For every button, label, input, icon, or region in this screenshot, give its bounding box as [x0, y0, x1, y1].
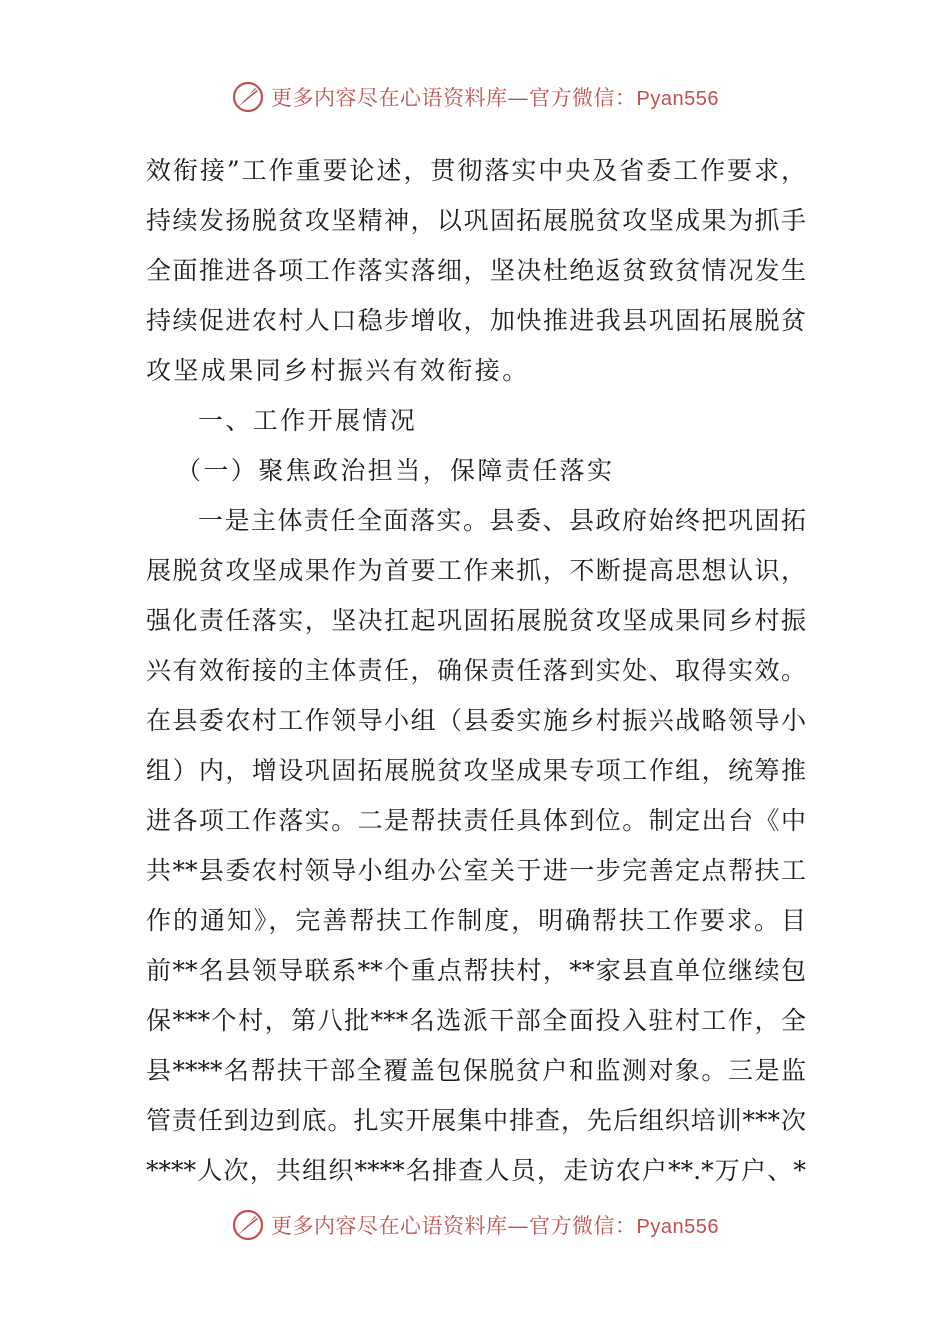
watermark-dash: — — [507, 1214, 530, 1238]
text-line: 进各项工作落实。二是帮扶责任具体到位。制定出台《中 — [146, 806, 806, 835]
watermark-prefix: 更多内容尽在心语资料库 — [271, 1214, 508, 1238]
text-line: 前**名县领导联系**个重点帮扶村，**家县直单位继续包 — [146, 956, 806, 985]
watermark-wechat-id: Pyan556 — [636, 88, 719, 110]
text-line: 攻坚成果同乡村振兴有效衔接。 — [146, 356, 530, 385]
watermark-header — [0, 80, 950, 114]
text-line: 展脱贫攻坚成果作为首要工作来抓，不断提高思想认识， — [146, 556, 806, 585]
text-line: 管责任到边到底。扎实开展集中排查，先后组织培训***次 — [146, 1106, 806, 1135]
text-line: 组）内，增设巩固拓展脱贫攻坚成果专项工作组，统筹推 — [146, 756, 806, 785]
text-line: 持续发扬脱贫攻坚精神，以巩固拓展脱贫攻坚成果为抓手 — [146, 206, 806, 235]
text-line: 在县委农村工作领导小组（县委实施乡村振兴战略领导小 — [146, 706, 806, 735]
text-line: 兴有效衔接的主体责任，确保责任落到实处、取得实效。 — [146, 656, 806, 685]
watermark-text — [271, 1210, 719, 1240]
section-heading: 一、工作开展情况 — [198, 406, 418, 435]
quill-logo-icon — [231, 1208, 265, 1242]
text-line: 作的通知》，完善帮扶工作制度，明确帮扶工作要求。目 — [146, 906, 806, 935]
text-line: 强化责任落实，坚决扛起巩固拓展脱贫攻坚成果同乡村振 — [146, 606, 806, 635]
text-line: 县****名帮扶干部全覆盖包保脱贫户和监测对象。三是监 — [146, 1056, 806, 1085]
text-line: 效衔接”工作重要论述，贯彻落实中央及省委工作要求， — [146, 156, 806, 185]
document-body — [146, 146, 806, 1196]
text-line: 全面推进各项工作落实落细，坚决杜绝返贫致贫情况发生 — [146, 256, 806, 285]
subsection-heading: （一）聚焦政治担当，保障责任落实 — [176, 456, 615, 485]
watermark-footer — [0, 1208, 950, 1242]
text-line: 共**县委农村领导小组办公室关于进一步完善定点帮扶工 — [146, 856, 806, 885]
watermark-wechat-id: Pyan556 — [636, 1216, 719, 1238]
watermark-text — [271, 82, 719, 112]
watermark-dash: — — [507, 86, 530, 110]
watermark-wechat-label: 官方微信： — [529, 86, 637, 110]
watermark-prefix: 更多内容尽在心语资料库 — [271, 86, 508, 110]
text-line: ****人次，共组织****名排查人员，走访农户**.*万户、* — [146, 1156, 806, 1185]
text-line: 一是主体责任全面落实。县委、县政府始终把巩固拓 — [198, 506, 806, 535]
watermark-wechat-label: 官方微信： — [529, 1214, 637, 1238]
quill-logo-icon — [231, 80, 265, 114]
text-line: 保***个村，第八批***名选派干部全面投入驻村工作，全 — [146, 1006, 806, 1035]
text-line: 持续促进农村人口稳步增收，加快推进我县巩固拓展脱贫 — [146, 306, 806, 335]
